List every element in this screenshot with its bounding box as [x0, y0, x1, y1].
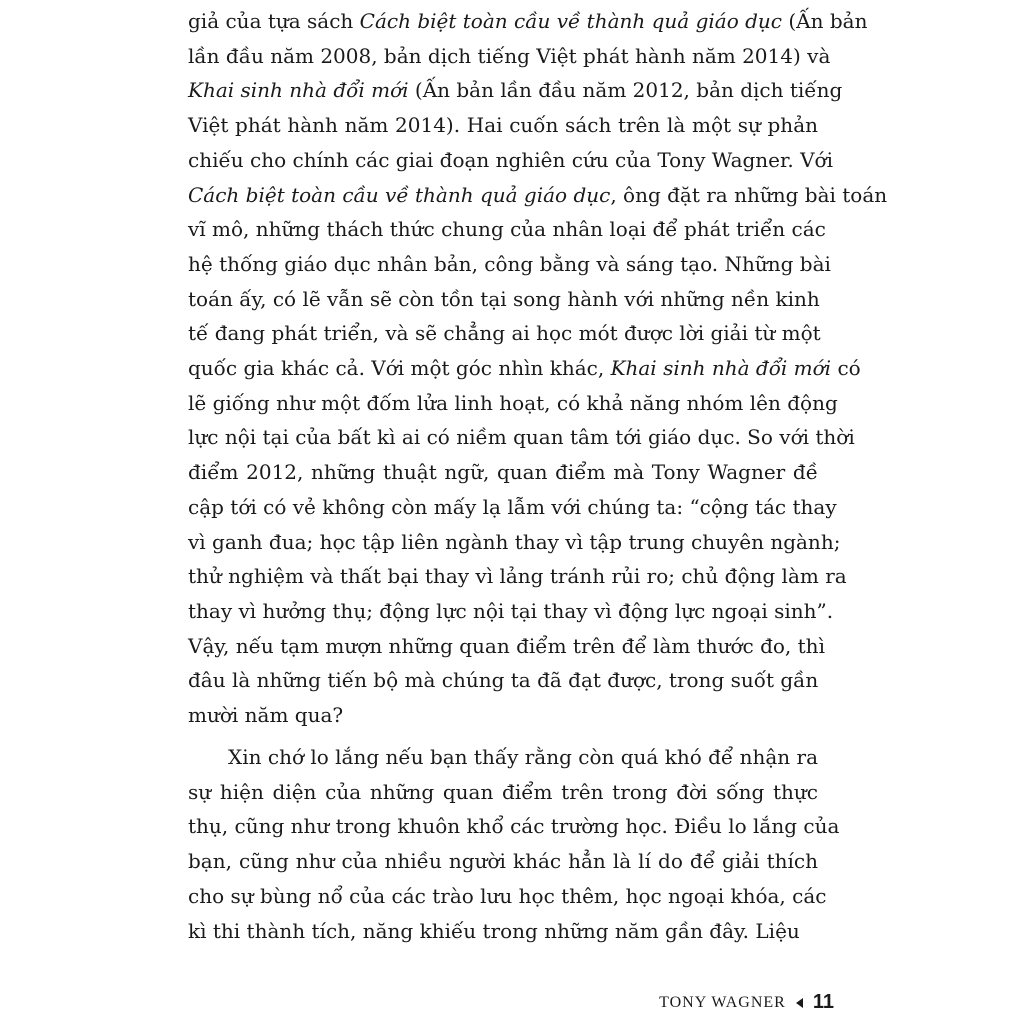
text-line: [188, 809, 840, 844]
text-run: cho sự bùng nổ của các trào lưu học thêm, học ngoại khóa, các: [188, 883, 827, 908]
text-run: quốc gia khác cả. Với một góc nhìn khác,: [188, 356, 611, 381]
text-line: [188, 178, 888, 213]
text-line: [188, 594, 834, 629]
book-title: Cách biệt toàn cầu về thành quả giáo dục: [359, 9, 782, 33]
text-run: hệ thống giáo dục nhân bản, công bằng và sáng tạo. Những bài: [188, 251, 831, 276]
text-run: Việt phát hành năm 2014). Hai cuốn sách trên là một sự phản: [188, 113, 818, 138]
text-line: [188, 914, 818, 949]
text-run: vì ganh đua; học tập liên ngành thay vì tập trung chuyên ngành;: [188, 529, 841, 554]
text-line: [188, 143, 833, 178]
body-paragraph-2: [188, 740, 840, 948]
text-run: (Ấn bản: [782, 9, 868, 33]
text-line: [188, 844, 818, 879]
text-run: điểm 2012, những thuật ngữ, quan điểm mà Tony Wagner đề: [188, 460, 818, 485]
text-run: Xin chớ lo lắng nếu bạn thấy rằng còn quá khó để nhận ra: [228, 745, 818, 769]
text-run: kì thi thành tích, năng khiếu trong những năm gần đây. Liệu: [188, 918, 800, 943]
text-line: [188, 4, 868, 39]
text-line: [188, 740, 818, 775]
text-line: [188, 455, 818, 490]
text-run: (Ấn bản lần đầu năm 2012, bản dịch tiếng: [408, 78, 843, 103]
book-title: Cách biệt toàn cầu về thành quả giáo dục: [188, 182, 611, 207]
text-run: sự hiện diện của những quan điểm trên trong đời sống thực: [188, 779, 818, 804]
text-run: mười năm qua?: [188, 703, 344, 728]
text-run: thụ, cũng như trong khuôn khổ các trường học. Điều lo lắng của: [188, 814, 840, 839]
text-run: lần đầu năm 2008, bản dịch tiếng Việt phát hành năm 2014) và: [188, 43, 831, 68]
running-head: TONY WAGNER: [659, 993, 786, 1011]
text-line: [188, 775, 818, 810]
text-line: [188, 420, 855, 455]
text-run: tế đang phát triển, và sẽ chẳng ai học mót được lời giải từ một: [188, 321, 821, 346]
text-run: lực nội tại của bất kì ai có niềm quan tâm tới giáo dục. So với thời: [188, 425, 855, 450]
text-run: đâu là những tiến bộ mà chúng ta đã đạt được, trong suốt gần: [188, 668, 819, 693]
text-line: [188, 108, 818, 143]
book-title: Khai sinh nhà đổi mới: [610, 356, 832, 381]
text-run: vĩ mô, những thách thức chung của nhân loại để phát triển các: [188, 217, 826, 242]
text-line: [188, 663, 818, 698]
text-line: [188, 212, 826, 247]
text-line: [188, 247, 831, 282]
body-paragraph-1: [188, 4, 888, 733]
page-footer: [659, 991, 834, 1014]
text-line: [188, 490, 837, 525]
text-line: [188, 525, 841, 560]
text-line: [188, 879, 827, 914]
text-line: [188, 73, 843, 108]
book-title: Khai sinh nhà đổi mới: [188, 78, 409, 103]
text-run: có: [831, 356, 861, 381]
text-line: [188, 316, 821, 351]
text-line: [188, 698, 818, 733]
text-run: , ông đặt ra những bài toán: [610, 182, 888, 207]
text-run: giả của tựa sách: [188, 9, 360, 33]
text-line: [188, 351, 861, 386]
text-run: bạn, cũng như của nhiều người khác hẳn là lí do để giải thích: [188, 849, 818, 874]
text-line: [188, 282, 818, 317]
text-line: [188, 629, 825, 664]
text-run: thử nghiệm và thất bại thay vì lảng tránh rủi ro; chủ động làm ra: [188, 564, 847, 589]
text-run: Vậy, nếu tạm mượn những quan điểm trên để làm thước đo, thì: [188, 633, 825, 658]
text-run: thay vì hưởng thụ; động lực nội tại thay vì động lực ngoại sinh”.: [188, 598, 834, 623]
text-run: cập tới có vẻ không còn mấy lạ lẫm với chúng ta: “cộng tác thay: [188, 494, 837, 519]
text-line: [188, 39, 831, 74]
text-line: [188, 386, 838, 421]
text-run: lẽ giống như một đốm lửa linh hoạt, có khả năng nhóm lên động: [188, 390, 838, 415]
text-line: [188, 559, 847, 594]
text-run: chiếu cho chính các giai đoạn nghiên cứu của Tony Wagner. Với: [188, 147, 833, 172]
text-run: toán ấy, có lẽ vẫn sẽ còn tồn tại song hành với những nền kinh: [188, 286, 820, 311]
page-number: 11: [812, 991, 834, 1013]
left-triangle-icon: [796, 998, 803, 1008]
